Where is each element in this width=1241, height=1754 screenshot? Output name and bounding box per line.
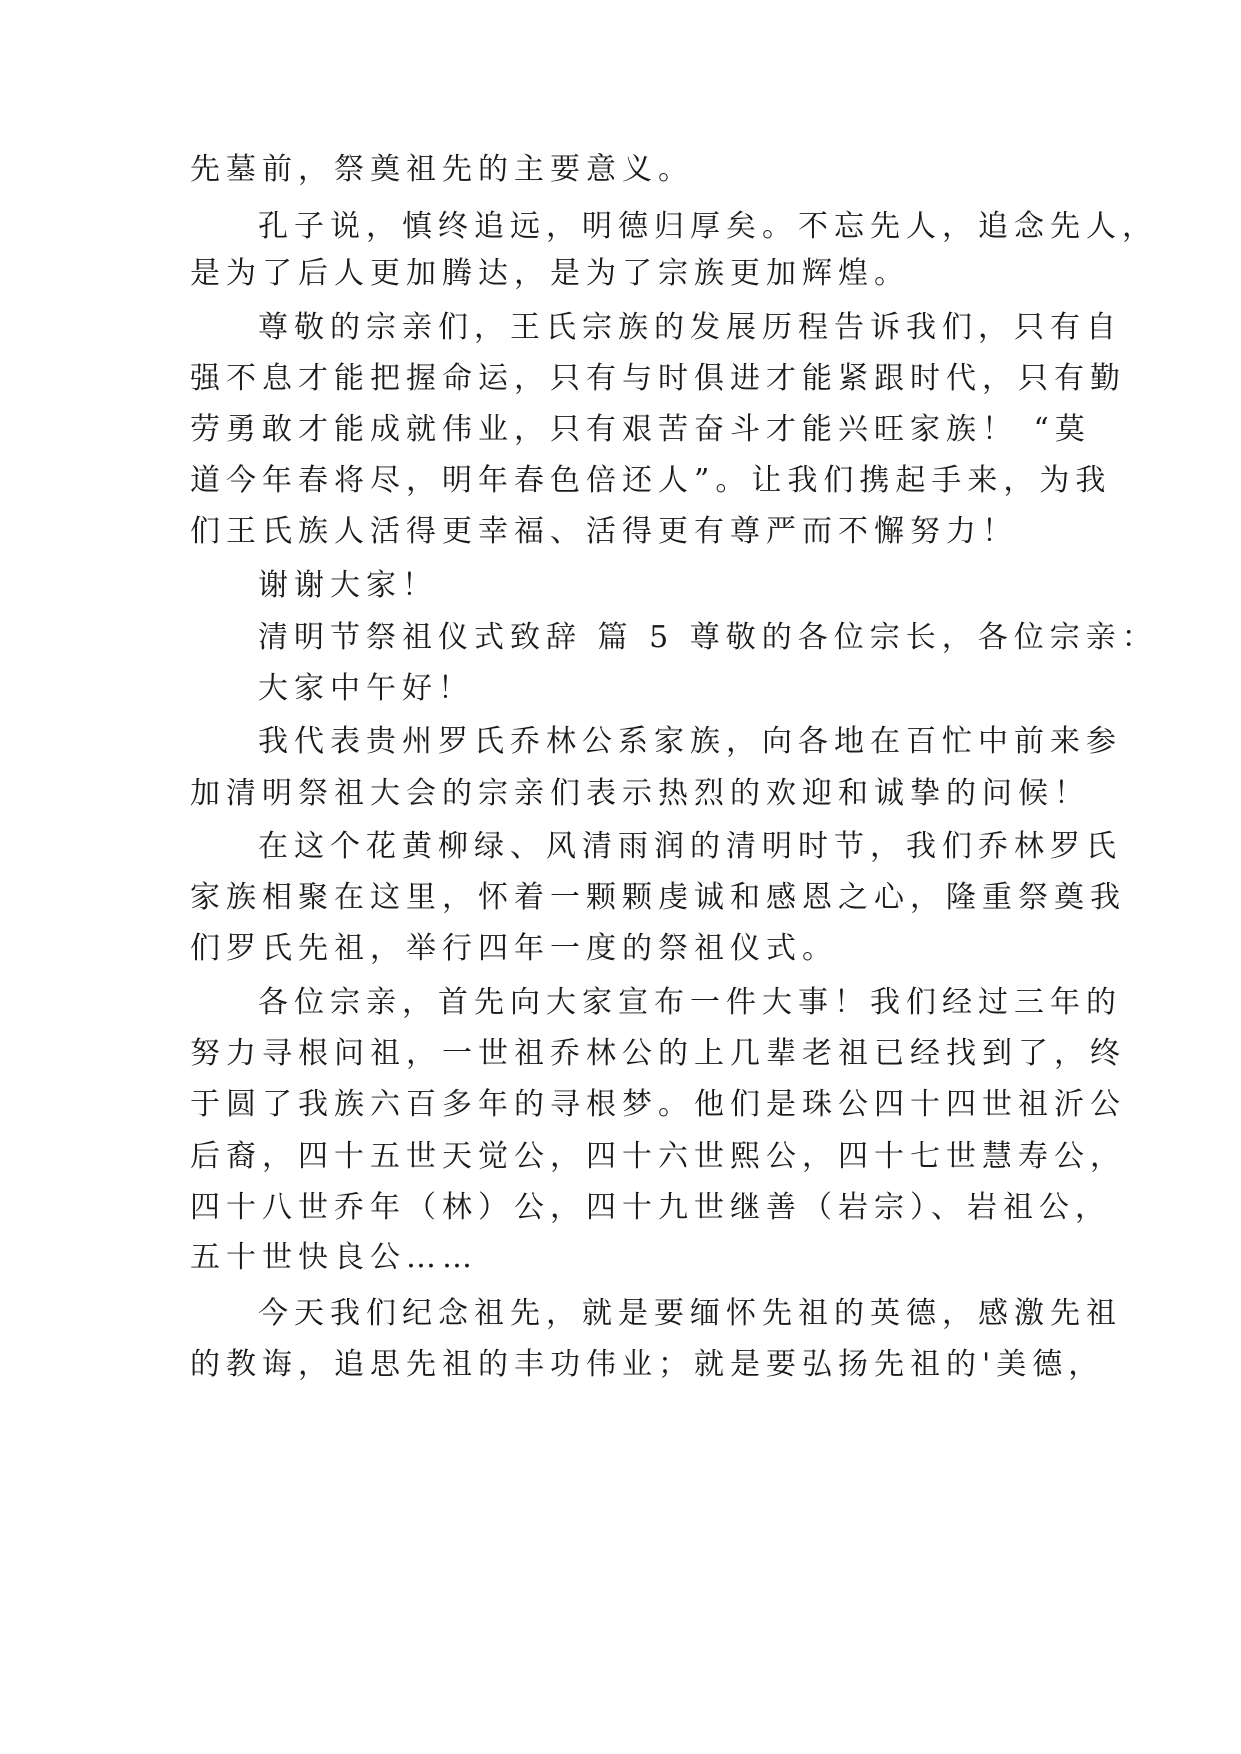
text-line: 加清明祭祖大会的宗亲们表示热烈的欢迎和诚挚的问候！ <box>190 776 1090 811</box>
text-line: 们罗氏先祖，举行四年一度的祭祖仪式。 <box>190 931 838 966</box>
text-line: 家族相聚在这里，怀着一颗颗虔诚和感恩之心，隆重祭奠我 <box>190 880 1126 915</box>
text-line: 清明节祭祖仪式致辞 篇 5 尊敬的各位宗长，各位宗亲： <box>258 620 1158 655</box>
text-line: 四十八世乔年（林）公，四十九世继善（岩宗）、岩祖公， <box>190 1190 1111 1225</box>
text-line: 在这个花黄柳绿、风清雨润的清明时节，我们乔林罗氏 <box>258 829 1122 864</box>
text-line: 孔子说，慎终追远，明德归厚矣。不忘先人，追念先人， <box>258 209 1158 244</box>
text-line: 五十世快良公…… <box>190 1240 478 1275</box>
text-line: 今天我们纪念祖先，就是要缅怀先祖的英德，感激先祖 <box>258 1296 1122 1331</box>
text-line: 是为了后人更加腾达，是为了宗族更加辉煌。 <box>190 256 910 291</box>
text-line: 的教诲，追思先祖的丰功伟业；就是要弘扬先祖的'美德， <box>190 1347 1105 1382</box>
text-line: 尊敬的宗亲们，王氏宗族的发展历程告诉我们，只有自 <box>258 310 1122 345</box>
text-line: 谢谢大家！ <box>258 568 438 603</box>
text-line: 们王氏族人活得更幸福、活得更有尊严而不懈努力！ <box>190 514 1018 549</box>
text-line: 大家中午好！ <box>258 671 474 706</box>
text-line: 后裔，四十五世天觉公，四十六世熙公，四十七世慧寿公， <box>190 1139 1126 1174</box>
text-line: 努力寻根问祖，一世祖乔林公的上几辈老祖已经找到了，终 <box>190 1036 1126 1071</box>
text-line: 强不息才能把握命运，只有与时俱进才能紧跟时代，只有勤 <box>190 361 1126 396</box>
text-line: 先墓前，祭奠祖先的主要意义。 <box>190 152 694 187</box>
text-line: 劳勇敢才能成就伟业，只有艰苦奋斗才能兴旺家族！ “莫 <box>190 412 1091 447</box>
text-line: 我代表贵州罗氏乔林公系家族，向各地在百忙中前来参 <box>258 724 1122 759</box>
text-line: 道今年春将尽，明年春色倍还人”。让我们携起手来，为我 <box>190 463 1112 498</box>
text-line: 各位宗亲，首先向大家宣布一件大事！我们经过三年的 <box>258 985 1122 1020</box>
text-line: 于圆了我族六百多年的寻根梦。他们是珠公四十四世祖沂公 <box>190 1087 1126 1122</box>
